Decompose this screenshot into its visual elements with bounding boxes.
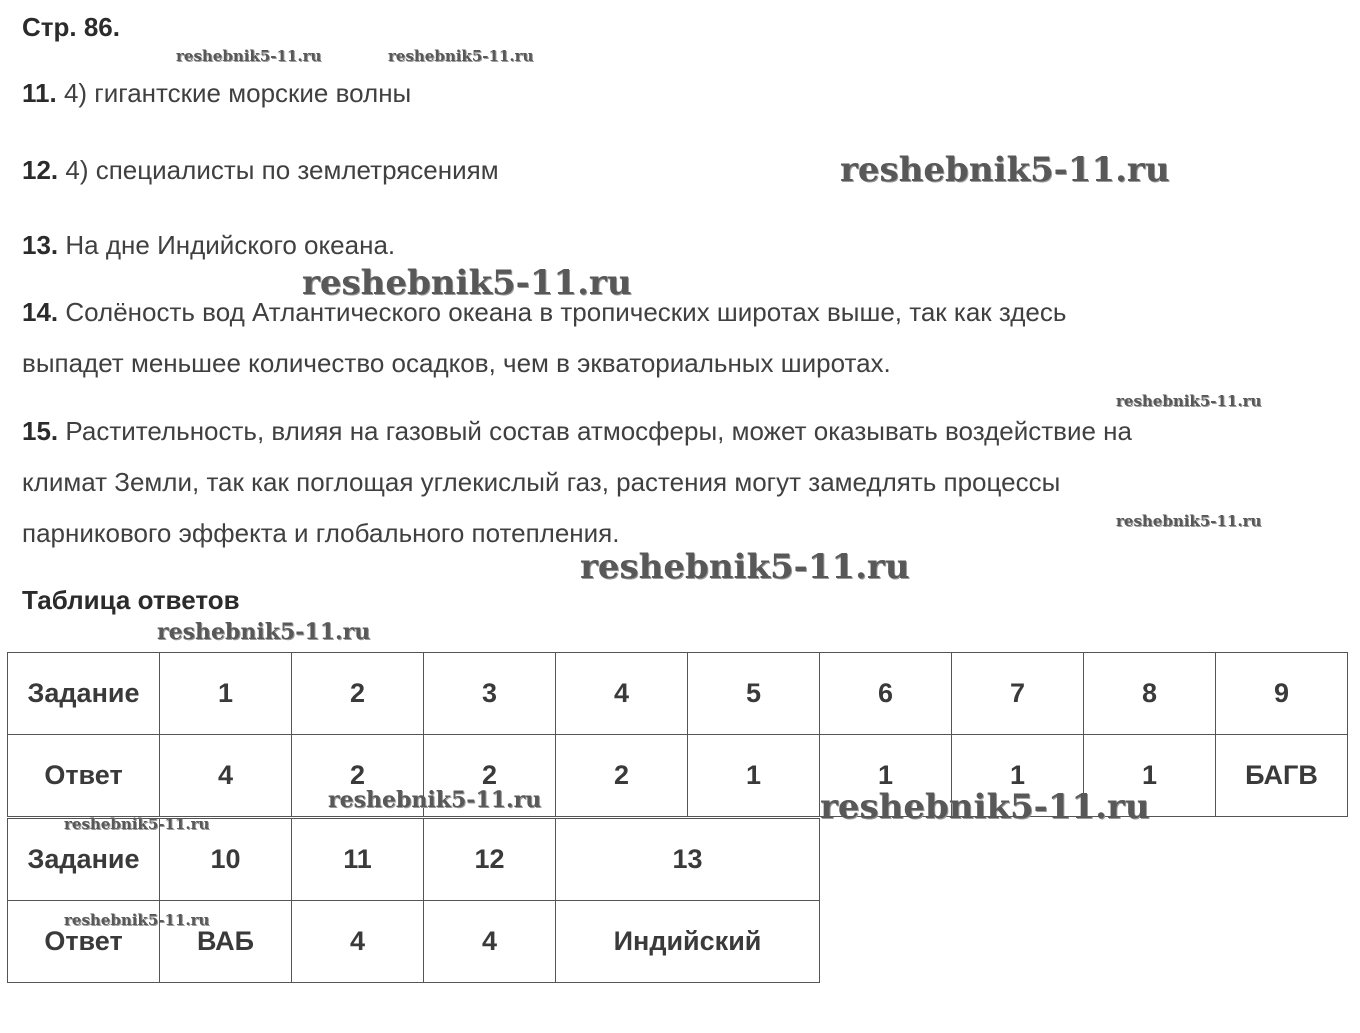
watermark: reshebnik5-11.ru xyxy=(328,787,542,813)
row-header-answer: Ответ xyxy=(8,901,160,983)
answer-14 xyxy=(22,287,1342,389)
answer-text: Солёность вод Атлантического океана в тропических широтах выше, так как здесь xyxy=(65,297,1067,327)
answer-11 xyxy=(22,68,1342,119)
answer-15 xyxy=(22,406,1342,559)
answer-cell: 4 xyxy=(292,901,424,983)
task-cell: 4 xyxy=(556,653,688,735)
answer-line: климат Земли, так как поглощая углекислый газ, растения могут замедлять процессы xyxy=(22,467,1061,497)
table-row-tasks xyxy=(8,653,1348,735)
answer-table-part-2 xyxy=(7,818,820,983)
watermark: reshebnik5-11.ru xyxy=(388,47,534,65)
watermark: reshebnik5-11.ru xyxy=(820,787,1150,827)
watermark: reshebnik5-11.ru xyxy=(840,150,1170,190)
task-cell: 13 xyxy=(556,819,820,901)
answer-line: выпадет меньшее количество осадков, чем в экваториальных широтах. xyxy=(22,348,891,378)
task-cell: 12 xyxy=(424,819,556,901)
answer-number: 11. xyxy=(22,78,57,108)
answer-cell: 1 xyxy=(952,735,1084,817)
answer-text: На дне Индийского океана. xyxy=(65,230,396,260)
answer-text: 4) гигантские морские волны xyxy=(63,78,412,108)
watermark: reshebnik5-11.ru xyxy=(1116,392,1262,410)
row-header-task: Задание xyxy=(8,819,160,901)
answer-line xyxy=(22,406,1342,457)
answer-number: 14. xyxy=(22,297,59,327)
task-cell: 2 xyxy=(292,653,424,735)
task-cell: 1 xyxy=(160,653,292,735)
answer-cell: 2 xyxy=(292,735,424,817)
answer-13 xyxy=(22,220,1342,271)
answer-cell: 2 xyxy=(556,735,688,817)
answer-cell: Индийский xyxy=(556,901,820,983)
watermark: reshebnik5-11.ru xyxy=(64,911,210,929)
answer-number: 13. xyxy=(22,230,59,260)
task-cell: 11 xyxy=(292,819,424,901)
task-cell: 9 xyxy=(1216,653,1348,735)
answer-cell: 4 xyxy=(160,735,292,817)
row-header-task: Задание xyxy=(8,653,160,735)
watermark: reshebnik5-11.ru xyxy=(64,815,210,833)
watermark: reshebnik5-11.ru xyxy=(580,547,910,587)
answer-cell: 2 xyxy=(424,735,556,817)
page-heading: Стр. 86. xyxy=(22,12,120,42)
answer-cell: 4 xyxy=(424,901,556,983)
task-cell: 3 xyxy=(424,653,556,735)
task-cell: 5 xyxy=(688,653,820,735)
watermark: reshebnik5-11.ru xyxy=(157,619,371,645)
answer-line: парникового эффекта и глобального потепления. xyxy=(22,518,620,548)
task-cell: 6 xyxy=(820,653,952,735)
answer-cell: 1 xyxy=(1084,735,1216,817)
task-cell: 10 xyxy=(160,819,292,901)
task-cell: 7 xyxy=(952,653,1084,735)
answer-text: Растительность, влияя на газовый состав атмосферы, может оказывать воздействие на xyxy=(65,416,1132,446)
answer-line xyxy=(22,287,1342,338)
answer-table-title: Таблица ответов xyxy=(22,585,240,615)
watermark: reshebnik5-11.ru xyxy=(176,47,322,65)
answer-cell: 1 xyxy=(688,735,820,817)
answer-number: 12. xyxy=(22,155,59,185)
answer-cell: БАГВ xyxy=(1216,735,1348,817)
answer-number: 15. xyxy=(22,416,59,446)
row-header-answer: Ответ xyxy=(8,735,160,817)
answer-cell: ВАБ xyxy=(160,901,292,983)
task-cell: 8 xyxy=(1084,653,1216,735)
watermark: reshebnik5-11.ru xyxy=(1116,512,1262,530)
watermark: reshebnik5-11.ru xyxy=(302,263,632,303)
answer-cell: 1 xyxy=(820,735,952,817)
answer-text: 4) специалисты по землетрясениям xyxy=(65,155,499,185)
